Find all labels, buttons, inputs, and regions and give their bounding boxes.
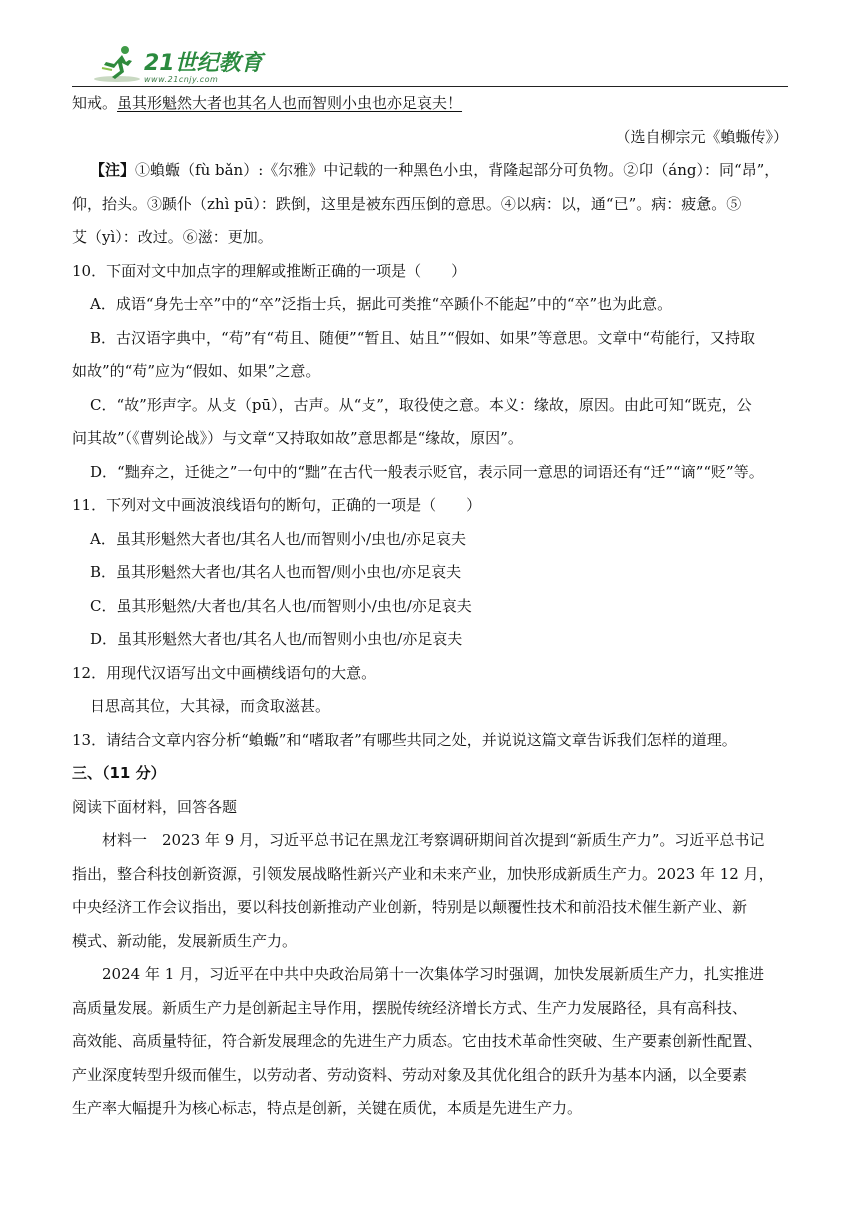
passage-underlined-sentence: 虽其形魁然大者也其名人也而智则小虫也亦足哀夫！ [117, 94, 463, 112]
note-line-2: 仰，抬头。③踬仆（zhì pū）：跌倒，这里是被东西压倒的意思。④以病：以，通“已”。病：疲惫。⑤ [72, 194, 742, 213]
header-divider [72, 86, 788, 87]
material-1-line-1: 材料一 2023 年 9 月，习近平总书记在黑龙江考察调研期间首次提到“新质生产力”。习近平总书记 [102, 831, 765, 849]
section-3-instruction: 阅读下面材料，回答各题 [72, 797, 238, 816]
question-10-option-d: D．“黜弃之，迁徙之”一句中的“黜”在古代一般表示贬官，表示同一意思的词语还有“迁”“谪”“贬”等。 [90, 462, 764, 481]
question-11-option-a: A．虽其形魁然大者也/其名人也/而智则小/虫也/亦足哀夫 [90, 529, 467, 548]
logo [92, 40, 263, 84]
passage-tail [72, 92, 790, 114]
question-10-option-b: B．古汉语字典中，“苟”有“苟且、随便”“暂且、姑且”“假如、如果”等意思。文章中“苟能行，又持取 [90, 328, 756, 347]
document-body [72, 92, 790, 1131]
material-1-line-3: 中央经济工作会议指出，要以科技创新推动产业创新，特别是以颠覆性技术和前沿技术催生新产业、新 [72, 898, 748, 916]
question-10-option-b-cont: 如故”的“苟”应为“假如、如果”之意。 [72, 362, 321, 380]
runner-logo-icon [92, 44, 142, 84]
page-header [72, 38, 788, 88]
question-11-option-b: B．虽其形魁然大者也/其名人也而智/则小虫也/亦足哀夫 [90, 563, 462, 581]
question-10-option-a: A．成语“身先士卒”中的“卒”泛指士兵，据此可类推“卒踬仆不能起”中的“卒”也为此意。 [90, 295, 673, 313]
material-1-p2-line-2: 高质量发展。新质生产力是创新起主导作用，摆脱传统经济增长方式、生产力发展路径，具有高科技、 [72, 998, 748, 1017]
logo-url: www.21cnjy.com [144, 75, 219, 84]
material-1-p2-line-5: 生产率大幅提升为核心标志，特点是创新，关键在质优，本质是先进生产力。 [72, 1099, 583, 1117]
question-11-option-d: D．虽其形魁然大者也/其名人也/而智则小虫也/亦足哀夫 [90, 630, 463, 648]
question-10-option-c-cont: 问其故”（《曹刿论战》）与文章“又持取如故”意思都是“缘故，原因”。 [72, 429, 523, 447]
note-label: 【注】 [90, 161, 136, 179]
question-11-option-c: C．虽其形魁然/大者也/其名人也/而智则小/虫也/亦足哀夫 [90, 596, 472, 615]
passage-tail-plain: 知戒。 [72, 94, 118, 112]
material-1-p2-line-3: 高效能、高质量特征，符合新发展理念的先进生产力质态。它由技术革命性突破、生产要素创新性配置、 [72, 1032, 763, 1050]
material-1-line-4: 模式、新动能，发展新质生产力。 [72, 931, 298, 950]
question-10-option-c: C．“故”形声字。从攴（pū），古声。从“攴”，取役使之意。本义：缘故，原因。由此可知“既克，公 [90, 395, 752, 414]
note-line-3: 艾（yì）：改过。⑥滋：更加。 [72, 228, 273, 246]
question-10-stem: 10．下面对文中加点字的理解或推断正确的一项是（ ） [72, 261, 467, 280]
question-12-stem: 12．用现代汉语写出文中画横线语句的大意。 [72, 663, 377, 682]
section-3-title: 三、（11 分） [72, 764, 166, 782]
passage-source: （选自柳宗元《蝜蝂传》） [615, 127, 788, 146]
material-1-p2-line-4: 产业深度转型升级而催生，以劳动者、劳动资料、劳动对象及其优化组合的跃升为基本内涵，以全要素 [72, 1065, 748, 1084]
question-13-stem: 13．请结合文章内容分析“蝜蝂”和“嗜取者”有哪些共同之处，并说说这篇文章告诉我们怎样的道理。 [72, 730, 737, 749]
note-line-1: 【注】①蝜蝂（fù bǎn）:《尔雅》中记载的一种黑色小虫，背隆起部分可负物。②卬（áng）：同“昂”， [90, 161, 780, 179]
logo-text: 21世纪教育 [144, 51, 263, 76]
material-1-line-2: 指出，整合科技创新资源，引领发展战略性新兴产业和未来产业，加快形成新质生产力。2023 年 12 月， [72, 864, 774, 883]
question-11-stem: 11．下列对文中画波浪线语句的断句，正确的一项是（ ） [72, 496, 482, 514]
material-1-p2-line-1: 2024 年 1 月，习近平在中共中央政治局第十一次集体学习时强调，加快发展新质生产力，扎实推进 [102, 965, 765, 983]
question-12-quote: 日思高其位，大其禄，而贪取滋甚。 [90, 697, 331, 715]
